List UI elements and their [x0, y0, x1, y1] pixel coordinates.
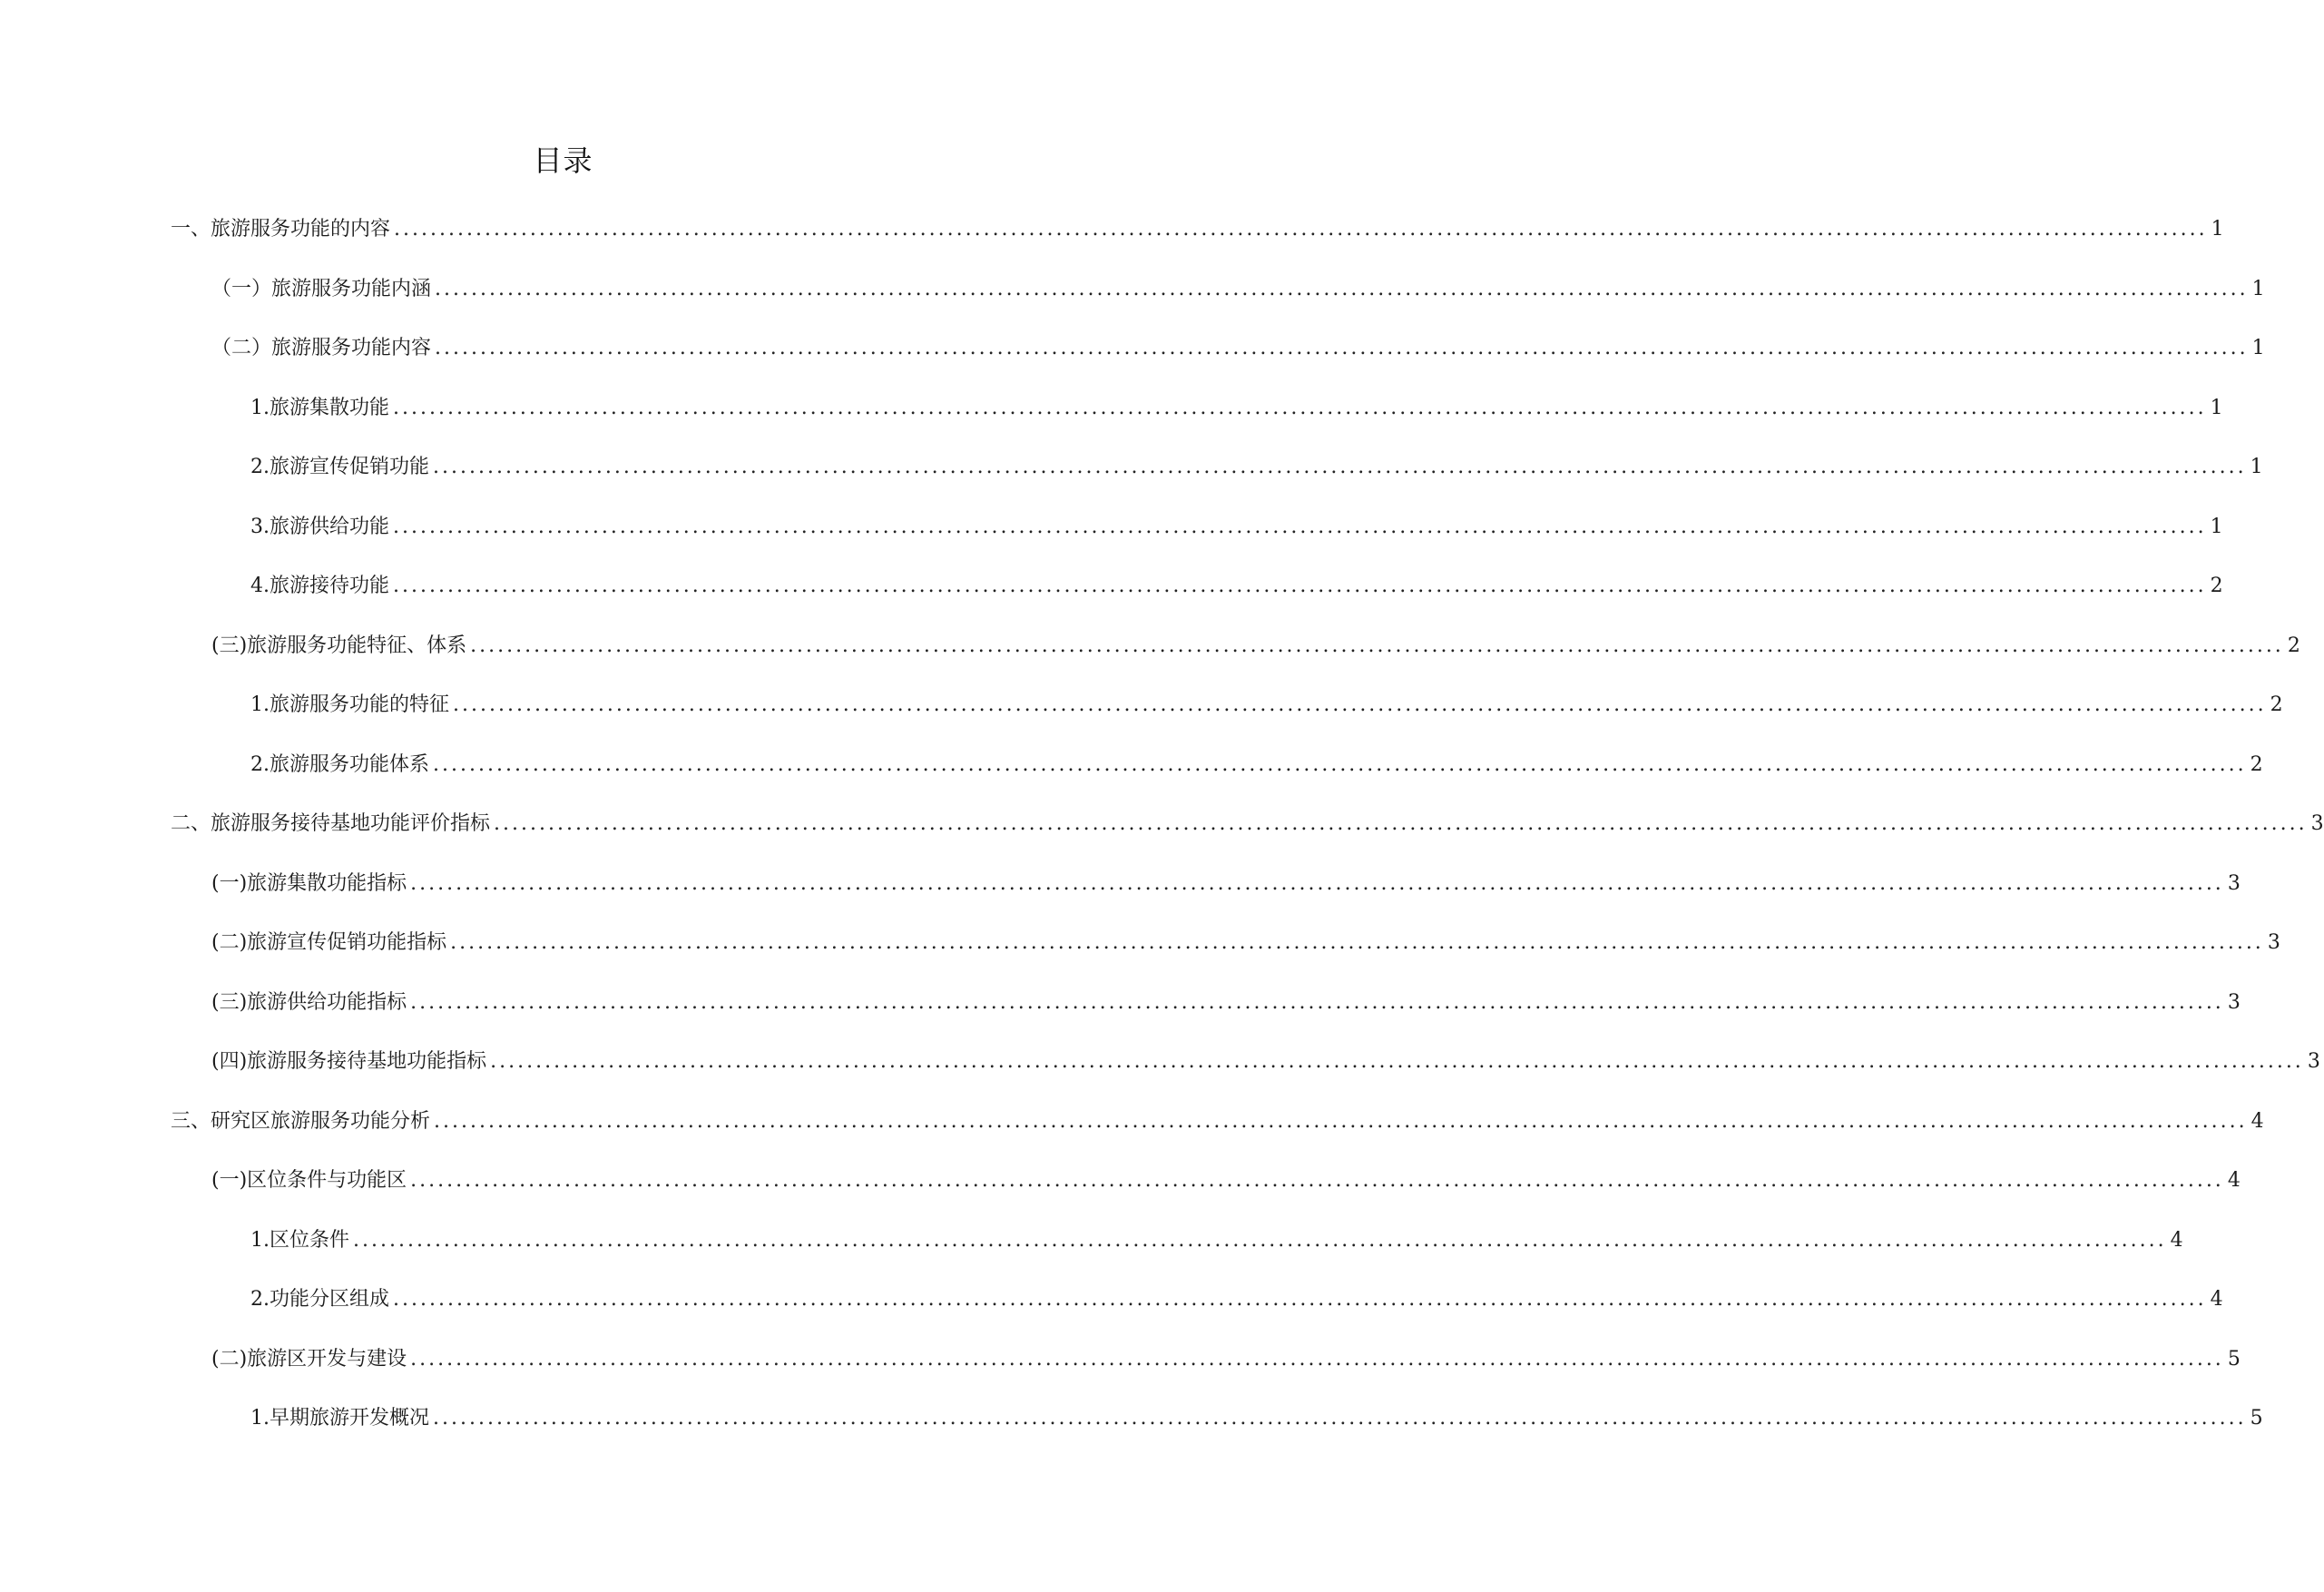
toc-entry[interactable] [0, 1405, 2263, 1465]
toc-entry-title: 1.旅游服务功能的特征 [250, 693, 449, 716]
toc-entry[interactable] [0, 1108, 2264, 1168]
toc-entry[interactable] [0, 454, 2263, 514]
toc-entry-title: 1.旅游集散功能 [250, 396, 389, 419]
toc-entry[interactable] [0, 573, 2223, 633]
dot-leader: ........................................................................................................................................................................................................ [433, 752, 2247, 776]
toc-page-number: 1 [2251, 337, 2265, 359]
dot-leader: ........................................................................................................................................................................................................ [410, 871, 2224, 895]
toc-entry-title: (一)旅游集散功能指标 [211, 871, 407, 895]
dot-leader: ........................................................................................................................................................................................................ [450, 931, 2264, 954]
page-title: 目录 [533, 143, 593, 178]
toc-page-number: 1 [2250, 456, 2263, 478]
toc-page-number: 3 [2307, 1050, 2320, 1073]
toc-entry-title: 一、旅游服务功能的内容 [171, 218, 391, 241]
toc-entry-title: (二)旅游区开发与建设 [211, 1347, 407, 1371]
toc-entry[interactable] [0, 633, 2300, 693]
toc-entry-title: (二)旅游宣传促销功能指标 [211, 931, 447, 954]
toc-entry[interactable] [0, 1286, 2223, 1346]
toc-entry[interactable] [0, 395, 2223, 455]
toc-entry[interactable] [0, 692, 2283, 752]
toc-entry[interactable] [0, 989, 2241, 1049]
toc-page-number: 1 [2210, 396, 2223, 419]
dot-leader: ........................................................................................................................................................................................................ [393, 1288, 2207, 1311]
dot-leader: ........................................................................................................................................................................................................ [393, 515, 2207, 538]
toc-entry-title: 3.旅游供给功能 [250, 515, 389, 538]
toc-entry[interactable] [0, 1167, 2241, 1227]
toc-page-number: 4 [2210, 1288, 2223, 1311]
toc-entry[interactable] [0, 276, 2265, 336]
dot-leader: ........................................................................................................................................................................................................ [470, 634, 2284, 657]
dot-leader: ........................................................................................................................................................................................................ [353, 1228, 2167, 1252]
toc-entry-title: (三)旅游供给功能指标 [211, 990, 407, 1014]
dot-leader: ........................................................................................................................................................................................................ [453, 693, 2267, 716]
toc-entry[interactable] [0, 1346, 2241, 1406]
dot-leader: ........................................................................................................................................................................................................ [435, 277, 2249, 300]
toc-entry-title: 2.功能分区组成 [250, 1288, 389, 1311]
toc-entry[interactable] [0, 514, 2223, 574]
toc-entry-title: 二、旅游服务接待基地功能评价指标 [171, 812, 491, 835]
toc-entry[interactable] [0, 752, 2263, 811]
toc-page-number: 3 [2227, 990, 2241, 1014]
toc-entry[interactable] [0, 870, 2241, 930]
toc-page-number: 3 [2310, 812, 2324, 835]
table-of-contents [0, 216, 2324, 1465]
toc-entry-title: 2.旅游宣传促销功能 [250, 456, 429, 478]
toc-page-number: 2 [2287, 634, 2300, 657]
toc-page-number: 1 [2251, 277, 2265, 300]
dot-leader: ........................................................................................................................................................................................................ [410, 1347, 2224, 1371]
toc-page-number: 1 [2211, 218, 2224, 241]
dot-leader: ........................................................................................................................................................................................................ [433, 456, 2247, 478]
toc-entry-title: （二）旅游服务功能内容 [211, 337, 432, 359]
dot-leader: ........................................................................................................................................................................................................ [393, 396, 2207, 419]
dot-leader: ........................................................................................................................................................................................................ [433, 1407, 2247, 1430]
dot-leader: ........................................................................................................................................................................................................ [394, 218, 2208, 241]
toc-entry-title: (三)旅游服务功能特征、体系 [211, 634, 467, 657]
dot-leader: ........................................................................................................................................................................................................ [393, 575, 2207, 597]
dot-leader: ........................................................................................................................................................................................................ [435, 337, 2249, 359]
toc-entry[interactable] [0, 929, 2280, 989]
toc-entry-title: 三、研究区旅游服务功能分析 [171, 1109, 431, 1133]
dot-leader: ........................................................................................................................................................................................................ [410, 990, 2224, 1014]
toc-page-number: 4 [2250, 1109, 2264, 1133]
toc-entry-title: 1.早期旅游开发概况 [250, 1407, 429, 1430]
toc-page-number: 4 [2227, 1169, 2241, 1192]
toc-entry[interactable] [0, 335, 2265, 395]
dot-leader: ........................................................................................................................................................................................................ [494, 812, 2308, 835]
toc-entry[interactable] [0, 216, 2224, 276]
toc-page-number: 5 [2227, 1347, 2241, 1371]
toc-page-number: 2 [2210, 575, 2223, 597]
toc-page-number: 3 [2267, 931, 2280, 954]
toc-entry-title: (一)区位条件与功能区 [211, 1169, 407, 1192]
toc-page-number: 1 [2210, 515, 2223, 538]
toc-page-number: 3 [2227, 871, 2241, 895]
dot-leader: ........................................................................................................................................................................................................ [434, 1109, 2248, 1133]
toc-entry-title: 4.旅游接待功能 [250, 575, 389, 597]
toc-page-number: 4 [2170, 1228, 2183, 1252]
toc-page-number: 2 [2270, 693, 2283, 716]
toc-entry-title: （一）旅游服务功能内涵 [211, 277, 432, 300]
toc-entry[interactable] [0, 811, 2324, 870]
toc-entry-title: (四)旅游服务接待基地功能指标 [211, 1050, 487, 1073]
toc-entry[interactable] [0, 1048, 2320, 1108]
toc-page-number: 2 [2250, 752, 2263, 776]
toc-entry-title: 2.旅游服务功能体系 [250, 752, 429, 776]
dot-leader: ........................................................................................................................................................................................................ [490, 1050, 2304, 1073]
toc-page-number: 5 [2250, 1407, 2263, 1430]
toc-entry[interactable] [0, 1227, 2183, 1287]
toc-entry-title: 1.区位条件 [250, 1228, 349, 1252]
dot-leader: ........................................................................................................................................................................................................ [410, 1169, 2224, 1192]
